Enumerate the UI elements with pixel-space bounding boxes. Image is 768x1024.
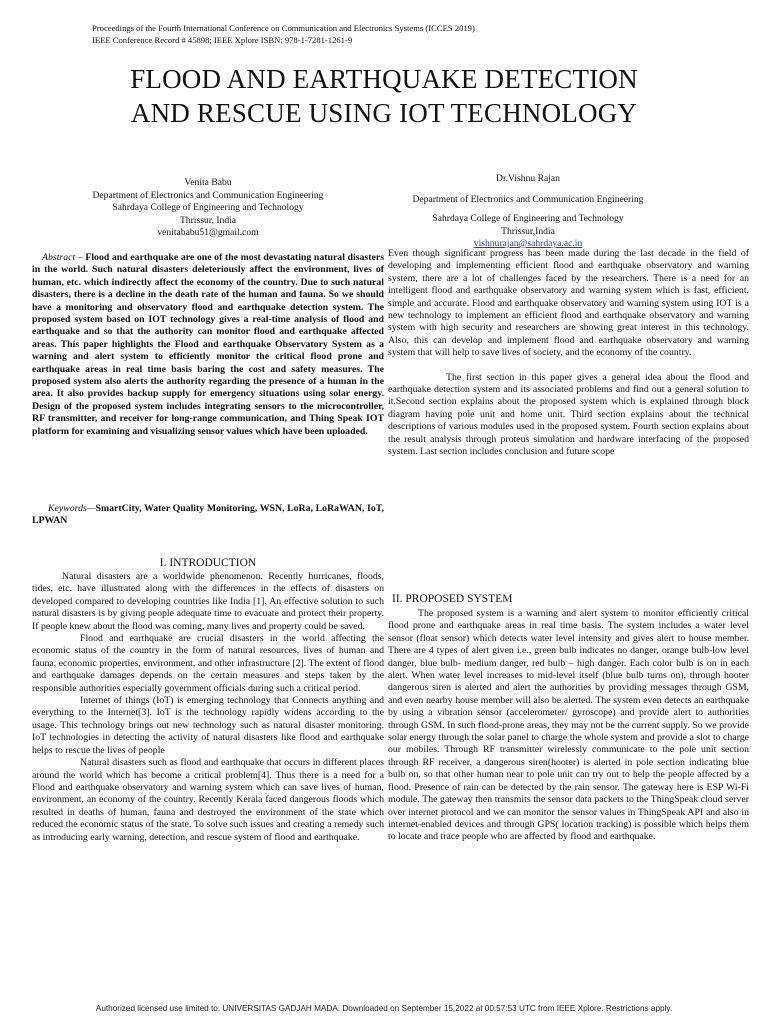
keywords <box>32 503 384 528</box>
title-line-1: FLOOD AND EARTHQUAKE DETECTION <box>130 64 638 94</box>
author-place: Thrissur,India <box>501 225 555 237</box>
proposed-paragraph: The proposed system is a warning and alert system to monitor efficiently critical flood prone and earthquake areas in real time basis. The system includes a water level sensor (float sensor) which detects water level intensity and gives alert to house member. There are 4 types of alert given i.e., green bulb indicates no danger, orange bulb-low level danger, blue bulb- medium danger, red bulb – high danger. Each color bulb is on in each alert. When water level increases to mid-level itself (blue bulb turns on), through hooter dangerous siren is alerted and alert the authorities by providing messages through GSM, and even nearby house member will also be alerted. The system even detects an earthquake by using a vibration sensor (accelerometer/ gyroscope) and provide alert to authorities through GSM. In such flood-prone areas, they may not be the current supply. So we provide solar energy through the solar panel to charge the whole system and provide a slot to charge our mobiles. Through RF transmitter wirelessly communicate to the pole unit section through RF receiver, a dangerous siren(hooter) is alerted in pole section indicating blue bulb on, so that other human near to pole unit can try out to help the people affected by a flood. Presence of rain can be detected by the rain sensor. The gateway here is ESP Wi-Fi module. The gateway then transmits the sensor data packets to the ThingSpeak cloud server over internet protocol and we can monitor the sensor values in ThingSpeak API and also in internet-enabled devices and through GPS( location tracking) is possible which helps them to locate and trace people who are affected by flood and earthquake. <box>388 608 749 843</box>
title-line-2: AND RESCUE USING IOT TECHNOLOGY <box>130 98 638 128</box>
abstract <box>32 252 384 438</box>
author-name: Venita Babu <box>184 177 232 188</box>
abstract-text: Flood and earthquake are one of the most devastating natural disasters in the world. Such natural disasters deleteriously affect the environment, lives of human, etc. which indirectly affect the economy of the country. Due to such natural disasters, there is a decline in the death rate of the human and fauna. So we should have a monitoring and observatory flood and earthquake detection system. The proposed system based on IOT technology gives a real-time analysis of flood and earthquake and so that the authority can monitor flood and earthquake affected areas. This paper highlights the Flood and earthquake Observatory System as a warning and alert system to efficiently monitor the critical flood prone and earthquake areas in real time basis baring the cost and safety measures. The proposed system also alerts the authority regarding the presence of a human in the area. It also provides backup supply for emergency situations using solar energy. Design of the proposed system includes integrating sensors to the microcontroller, RF transmitter, and receiver for long-range communication, and Thing Speak IOT platform for examining and visualizing sensor values which have been uploaded. <box>32 252 385 437</box>
keywords-lead: Keywords— <box>48 503 96 514</box>
intro-paragraph: Internet of things (IoT) is emerging technology that Connects anything and everything to the Internet[3]. IoT is the technology rapidly widens according to the usage. This technology brings out new technology such as natural disaster monitoring. IoT technologies in detecting the activity of natural disasters like flood and earthquake helps to rescue the lives of people <box>32 695 384 756</box>
conference-header <box>92 23 475 46</box>
header-line-2: IEEE Conference Record # 45898; IEEE Xplore ISBN: 978-1-7281-1261-9 <box>92 34 353 45</box>
author-name: Dr.Vishnu Rajan <box>496 173 560 184</box>
paper-title <box>0 62 768 130</box>
author-dept: Department of Electronics and Communication Engineering <box>412 193 644 205</box>
author-email: venitababu51@gmail.com <box>157 227 259 238</box>
keywords-text: SmartCity, Water Quality Monitoring, WSN, LoRa, LoRaWAN, IoT, LPWAN <box>32 503 384 527</box>
author-block-2 <box>388 173 668 251</box>
section-heading-introduction: I. INTRODUCTION <box>159 557 257 569</box>
introduction-body <box>32 571 384 844</box>
intro-paragraph: Natural disasters are a worldwide phenomenon. Recently hurricanes, floods, tides, etc. have illustrated along with the differences in the effects of disasters on developed compared to developing countries like India [1]. An effective solution to such natural disasters is by giving people adequate time to evacuate and protect their property. If people knew about the flood was coming, many lives and property could be saved. <box>32 571 384 632</box>
author-dept: Department of Electronics and Communication Engineering <box>92 189 324 201</box>
right-intro-body <box>388 248 749 459</box>
author-college: Sahrdaya College of Engineering and Technology <box>112 202 304 213</box>
header-line-1: Proceedings of the Fourth International Conference on Communication and Electronics Systems (ICCES 2019) <box>92 23 475 33</box>
right-paragraph: Even though significant progress has been made during the last decade in the field of developing and implementing efficient flood and earthquake observatory and warning system, there are a lot of challenges faced by the researchers. There is a need for an intelligent flood and earthquake observatory and warning system which is fast, efficient, simple and accurate. Flood and earthquake observatory and warning system using IOT is a new technology to implement an efficient flood and earthquake observatory and warning system with high security and researchers are showing great interest in this technology. Also, this can develop and implement flood and earthquake observatory and warning system that will help to save lives of society, and the economy of the country. <box>388 248 749 359</box>
author-place: Thrissur, India <box>179 214 237 226</box>
intro-paragraph: Natural disasters such as flood and earthquake that occurs in different places around the world which has become a critical problem[4]. Thus there is a need for a Flood and earthquake observatory and warning system which can save lives of human, environment, an economy of the country. Recently Kerala faced dangerous floods which resulted in deaths of human, fauna and destroyed the environment of the state which reduced the economic status of the state. To solve such issues and creating a remedy such as introducing early warning, detection, and rescue system of flood and earthquake. <box>32 757 384 843</box>
proposed-system-body <box>388 608 749 844</box>
intro-paragraph: Flood and earthquake are crucial disasters in the world affecting the economic status of the country in the form of natural resources, lives of human and fauna, economic properties, environment, and other infrastructure [2]. The extent of flood and earthquake damages depends on the certain measures and steps taken by the responsible authorities especially government officials during such a critical period. <box>32 633 384 694</box>
author-college: Sahrdaya College of Engineering and Technology <box>432 213 624 224</box>
author-block-1 <box>32 177 384 240</box>
page-footer: Authorized licensed use limited to: UNIVERSITAS GADJAH MADA. Downloaded on September 15,2022 at 00:57:53 UTC from IEEE Xplore. Restrictions apply. <box>95 1004 673 1013</box>
right-paragraph: The first section in this paper gives a general idea about the flood and earthquake detection system and its associated problems and find out a general solution to it.Second section explains about the proposed system which is explained through block diagram having pole unit and home unit. Third section explains about the technical descriptions of various modules used in the proposed system. Fourth section explains about the result analysis through proteus simulation and hardware interfacing of the proposed system. Last section includes conclusion and future scope <box>388 371 749 458</box>
section-heading-proposed-system: II. PROPOSED SYSTEM <box>392 593 513 605</box>
abstract-lead: Abstract – <box>42 252 83 263</box>
author-email-link[interactable]: vishnurajan@sahrdaya.ac.in <box>473 238 583 249</box>
